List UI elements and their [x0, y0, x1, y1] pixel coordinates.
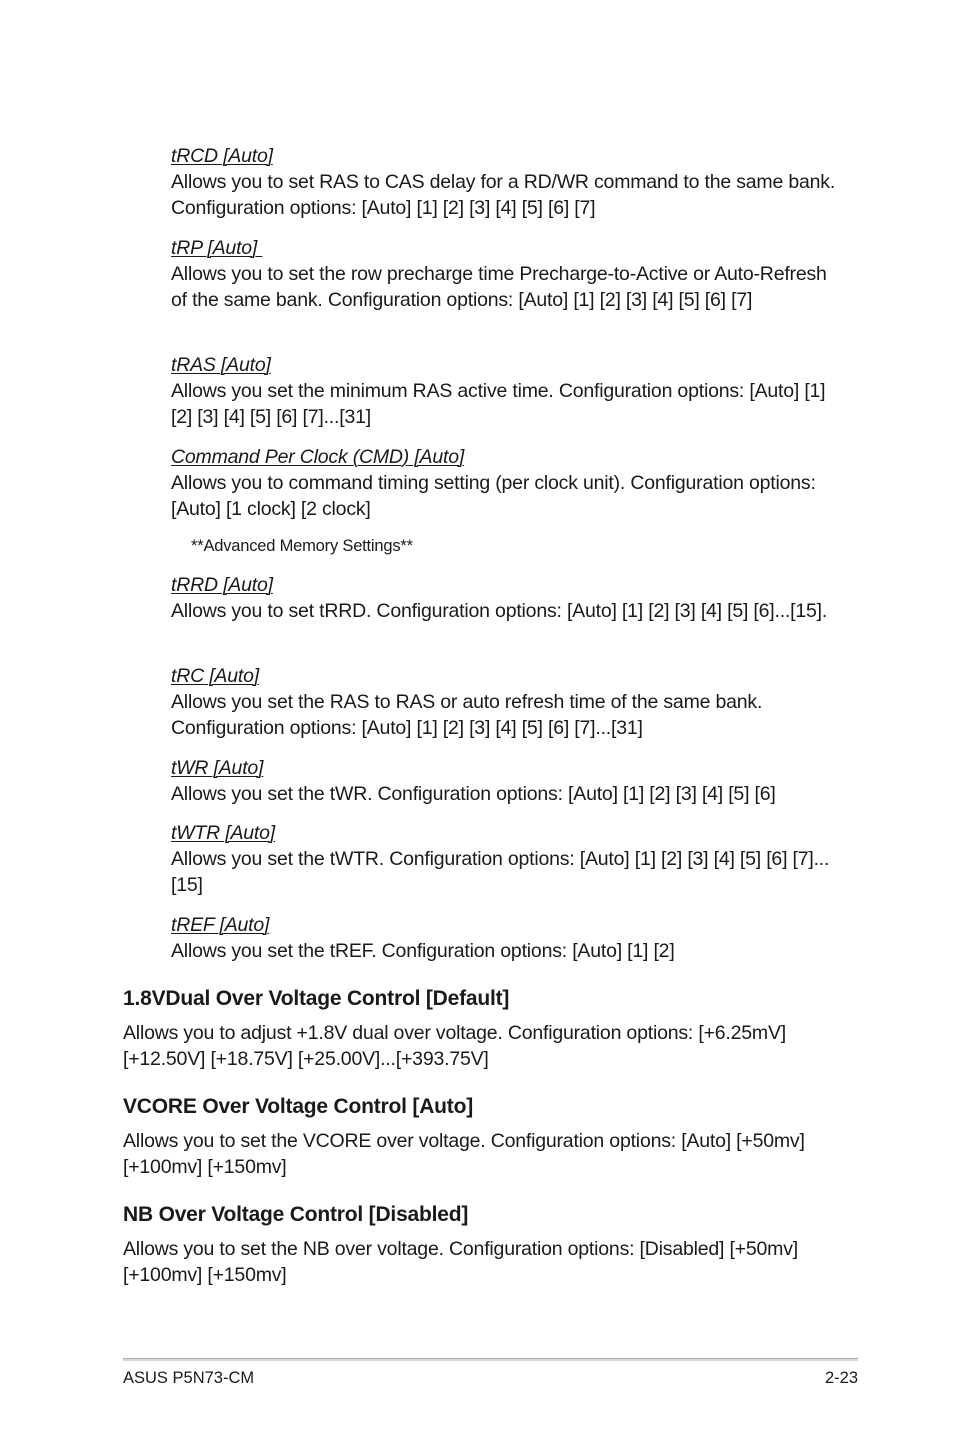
item-description: Allows you to set RAS to CAS delay for a RD/WR command to the same bank. Configuration options: [Auto] [1] [2] [3] [4] [5] [6] [7]: [171, 171, 836, 219]
footer-page-number: 2-23: [824, 1369, 858, 1387]
item-description: Allows you set the tREF. Configuration options: [Auto] [1] [2]: [171, 940, 675, 962]
item-tref: [171, 912, 841, 964]
item-title: tRCD [Auto]: [171, 145, 273, 167]
item-twr: [171, 755, 841, 807]
item-twtr: [171, 820, 841, 898]
item-description: Allows you set the minimum RAS active time. Configuration options: [Auto] [1] [2] [3] [4] [5] [6] [7]...[31]: [171, 380, 826, 428]
section-vcore: [123, 1094, 843, 1180]
section-description: Allows you to set the VCORE over voltage. Configuration options: [Auto] [+50mv] [+100mv] [+150mv]: [123, 1130, 805, 1178]
section-heading: 1.8VDual Over Voltage Control [Default]: [123, 987, 510, 1010]
section-description: Allows you to set the NB over voltage. Configuration options: [Disabled] [+50mv] [+100mv] [+150mv]: [123, 1238, 798, 1286]
footer-product-name: ASUS P5N73-CM: [123, 1369, 255, 1387]
item-title: tRRD [Auto]: [171, 574, 273, 596]
item-title: tWTR [Auto]: [171, 822, 275, 844]
item-description: Allows you set the tWTR. Configuration options: [Auto] [1] [2] [3] [4] [5] [6] [7]...[15]: [171, 848, 830, 896]
advanced-memory-note: **Advanced Memory Settings**: [191, 537, 413, 555]
item-trrd: [171, 572, 841, 624]
item-description: Allows you to set tRRD. Configuration options: [Auto] [1] [2] [3] [4] [5] [6]...[15].: [171, 600, 828, 622]
section-heading: NB Over Voltage Control [Disabled]: [123, 1203, 469, 1226]
item-description: Allows you set the RAS to RAS or auto refresh time of the same bank. Configuration options: [Auto] [1] [2] [3] [4] [5] [6] [7]...[31]: [171, 691, 763, 739]
item-trcd: [171, 143, 841, 221]
item-title: tRC [Auto]: [171, 665, 259, 687]
item-tras: [171, 352, 841, 430]
item-description: Allows you to command timing setting (per clock unit). Configuration options: [Auto] [1 clock] [2 clock]: [171, 472, 816, 520]
item-title: tWR [Auto]: [171, 757, 264, 779]
item-trp: [171, 235, 841, 313]
section-18vdual: [123, 986, 843, 1072]
section-heading: VCORE Over Voltage Control [Auto]: [123, 1095, 474, 1118]
section-nb: [123, 1202, 843, 1288]
item-trc: [171, 663, 841, 741]
item-title: tRP [Auto]: [171, 237, 263, 259]
item-cmd: [171, 444, 841, 522]
item-description: Allows you set the tWR. Configuration options: [Auto] [1] [2] [3] [4] [5] [6]: [171, 783, 776, 805]
item-title: tRAS [Auto]: [171, 354, 271, 376]
section-description: Allows you to adjust +1.8V dual over voltage. Configuration options: [+6.25mV] [+12.50V] [+18.75V] [+25.00V]...[+393.75V]: [123, 1022, 786, 1070]
item-title: Command Per Clock (CMD) [Auto]: [171, 446, 465, 468]
item-description: Allows you to set the row precharge time Precharge-to-Active or Auto-Refresh of the same bank. Configuration options: [Auto] [1] [2] [3] [4] [5] [6] [7]: [171, 263, 827, 311]
footer-divider: [123, 1358, 858, 1361]
item-title: tREF [Auto]: [171, 914, 270, 936]
